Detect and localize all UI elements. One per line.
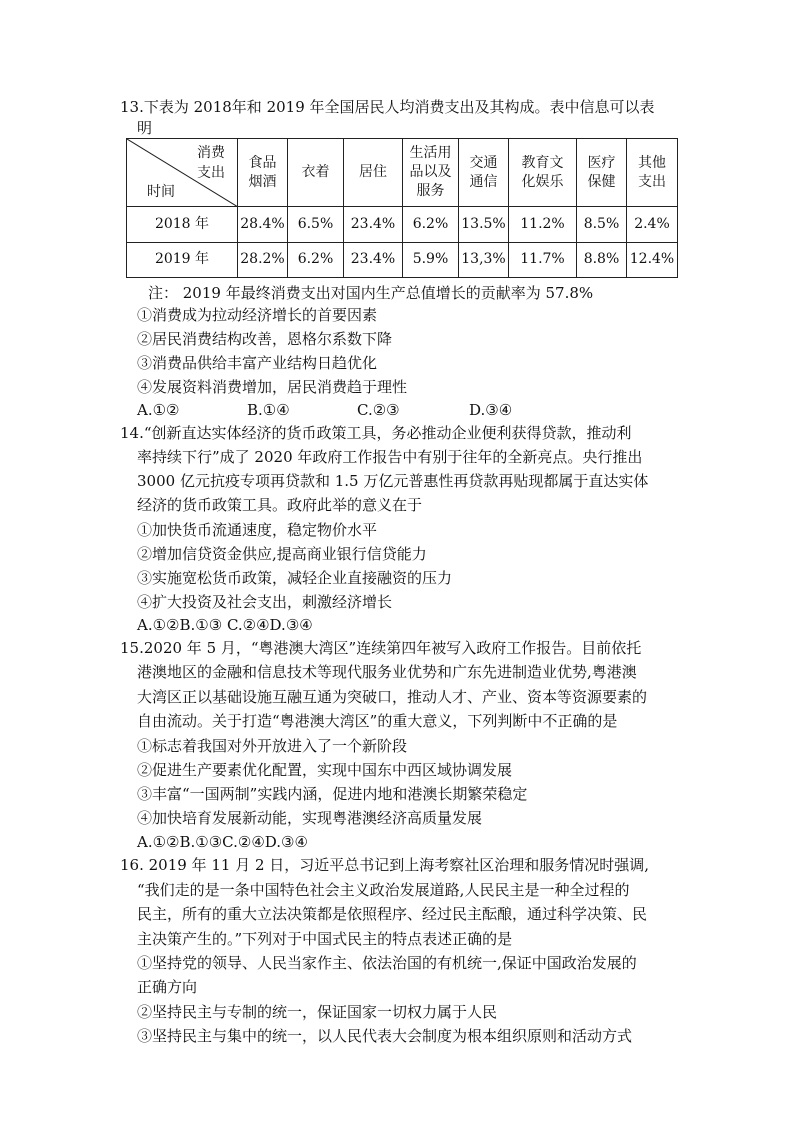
table-cell: 28.4% bbox=[238, 207, 288, 242]
q13-choice-b[interactable]: B.①④ bbox=[247, 401, 290, 419]
table-header-text: 品以及 bbox=[409, 164, 452, 181]
q16-option-1-cont: 正确方向 bbox=[137, 978, 198, 996]
table-header-text: 烟酒 bbox=[248, 173, 277, 190]
q15-stem-line-1: 15.2020 年 5 月，“粤港澳大湾区”连续第四年被写入政府工作报告。目前依托 bbox=[120, 639, 642, 657]
q15-option-2: ②促进生产要素优化配置，实现中国东中西区域协调发展 bbox=[137, 761, 513, 779]
q13-option-3: ③消费品供给丰富产业结构日趋优化 bbox=[137, 354, 378, 372]
table-cell: 11.2% bbox=[509, 207, 577, 242]
q16-stem-line-1: 16. 2019 年 11 月 2 日，习近平总书记到上海考察社区治理和服务情况时强调, bbox=[120, 856, 650, 874]
table-header-text: 通信 bbox=[469, 173, 498, 190]
table-header-text: 服务 bbox=[416, 183, 445, 200]
table-header-cell bbox=[459, 139, 509, 207]
q16-stem-line-3: 民主，所有的重大立法决策都是依照程序、经过民主酝酿，通过科学决策、民 bbox=[137, 905, 648, 923]
q15-option-4: ④加快培育发展新动能，实现粤港澳经济高质量发展 bbox=[137, 809, 483, 827]
table-cell: 8.5% bbox=[577, 207, 627, 242]
table-header-text: 生活用 bbox=[409, 145, 452, 162]
q13-table-note: 注： 2019 年最终消费支出对国内生产总值增长的贡献率为 57.8% bbox=[148, 284, 594, 302]
table-header-text: 医疗 bbox=[587, 154, 616, 171]
q14-choices[interactable]: A.①②B.①③ C.②④D.③④ bbox=[137, 616, 313, 634]
q16-stem-line-2: “我们走的是一条中国特色社会主义政治发展道路,人民民主是一种全过程的 bbox=[137, 881, 630, 899]
q14-option-3: ③实施宽松货币政策，减轻企业直接融资的压力 bbox=[137, 569, 453, 587]
table-header-text: 教育文 bbox=[521, 154, 564, 171]
q15-stem-line-2: 港澳地区的金融和信息技术等现代服务业优势和广东先进制造业优势,粤港澳 bbox=[137, 663, 637, 681]
table-header-text: 保健 bbox=[587, 173, 616, 190]
q14-stem-line-2: 率持续下行”成了 2020 年政府工作报告中有别于往年的全新亮点。央行推出 bbox=[137, 448, 643, 466]
table-cell: 23.4% bbox=[344, 207, 403, 242]
table-header-text: 食品 bbox=[248, 154, 277, 171]
table-header-cell bbox=[238, 139, 288, 207]
q14-stem-line-3: 3000 亿元抗疫专项再贷款和 1.5 万亿元普惠性再贷款再贴现都属于直达实体 bbox=[137, 472, 649, 490]
table-header-text: 支出 bbox=[638, 173, 666, 190]
table-cell: 11.7% bbox=[509, 242, 577, 277]
table-header-cell bbox=[403, 139, 459, 207]
q16-option-2: ②坚持民主与专制的统一，保证国家一切权力属于人民 bbox=[137, 1003, 498, 1021]
table-row-year: 2019 年 bbox=[127, 242, 238, 277]
q15-option-3: ③丰富“一国两制”实践内涵，促进内地和港澳长期繁荣稳定 bbox=[137, 785, 528, 803]
q14-option-2: ②增加信贷资金供应,提高商业银行信贷能力 bbox=[137, 545, 427, 563]
table-row-year: 2018 年 bbox=[127, 207, 238, 242]
table-header-text: 其他 bbox=[638, 154, 666, 171]
q14-stem-line-1: 14.“创新直达实体经济的货币政策工具，务必推动企业便利获得贷款，推动利 bbox=[120, 424, 632, 442]
table-cell: 6.2% bbox=[403, 207, 459, 242]
consumption-table bbox=[126, 138, 678, 278]
corner-bottom-label: 时间 bbox=[147, 184, 175, 201]
table-header-text: 衣着 bbox=[301, 164, 330, 181]
table-cell: 8.8% bbox=[577, 242, 627, 277]
q15-choices[interactable]: A.①②B.①③C.②④D.③④ bbox=[137, 833, 308, 851]
table-header-cell bbox=[627, 139, 678, 207]
q13-stem-line-1: 13.下表为 2018年和 2019 年全国居民人均消费支出及其构成。表中信息可以表 bbox=[120, 98, 655, 116]
q15-stem-line-3: 大湾区正以基础设施互融互通为突破口，推动人才、产业、资本等资源要素的 bbox=[137, 688, 648, 706]
table-header-cell bbox=[577, 139, 627, 207]
q13-option-1: ①消费成为拉动经济增长的首要因素 bbox=[137, 306, 378, 324]
table-cell: 5.9% bbox=[403, 242, 459, 277]
table-cell: 2.4% bbox=[627, 207, 678, 242]
q13-option-4: ④发展资料消费增加，居民消费趋于理性 bbox=[137, 378, 408, 396]
table-header-cell bbox=[288, 139, 344, 207]
table-header-cell bbox=[344, 139, 403, 207]
table-header-row bbox=[127, 139, 678, 207]
q13-choice-d[interactable]: D.③④ bbox=[469, 401, 513, 419]
table-row bbox=[127, 207, 678, 242]
table-corner-cell bbox=[127, 139, 238, 207]
table-cell: 6.2% bbox=[288, 242, 344, 277]
table-cell: 12.4% bbox=[627, 242, 678, 277]
q13-stem-line-2: 明 bbox=[137, 119, 153, 137]
q13-choice-a[interactable]: A.①② bbox=[137, 401, 180, 419]
q15-option-1: ①标志着我国对外开放进入了一个新阶段 bbox=[137, 737, 408, 755]
q16-option-3: ③坚持民主与集中的统一，以人民代表大会制度为根本组织原则和活动方式 bbox=[137, 1027, 633, 1045]
table-header-text: 交通 bbox=[469, 154, 498, 171]
q14-option-1: ①加快货币流通速度，稳定物价水平 bbox=[137, 521, 378, 539]
q15-stem-line-4: 自由流动。关于打造“粤港澳大湾区”的重大意义，下列判断中不正确的是 bbox=[137, 712, 618, 730]
q14-stem-line-4: 经济的货币政策工具。政府此举的意义在于 bbox=[137, 496, 423, 514]
q16-stem-line-4: 主决策产生的。”下列对于中国式民主的特点表述正确的是 bbox=[137, 930, 513, 948]
table-cell: 13.5% bbox=[459, 207, 509, 242]
table-row bbox=[127, 242, 678, 277]
table-header-text: 化娱乐 bbox=[521, 173, 564, 190]
table-cell: 6.5% bbox=[288, 207, 344, 242]
table-header-text: 居住 bbox=[359, 164, 387, 181]
q13-choice-c[interactable]: C.②③ bbox=[357, 401, 400, 419]
q13-choices bbox=[137, 399, 512, 422]
q16-option-1: ①坚持党的领导、人民当家作主、依法治国的有机统一,保证中国政治发展的 bbox=[137, 954, 637, 972]
corner-top-label: 消费 支出 bbox=[197, 145, 225, 181]
table-header-cell bbox=[509, 139, 577, 207]
table-cell: 13,3% bbox=[459, 242, 509, 277]
q14-option-4: ④扩大投资及社会支出，刺激经济增长 bbox=[137, 593, 393, 611]
table-cell: 28.2% bbox=[238, 242, 288, 277]
table-cell: 23.4% bbox=[344, 242, 403, 277]
q13-option-2: ②居民消费结构改善，恩格尔系数下降 bbox=[137, 330, 393, 348]
